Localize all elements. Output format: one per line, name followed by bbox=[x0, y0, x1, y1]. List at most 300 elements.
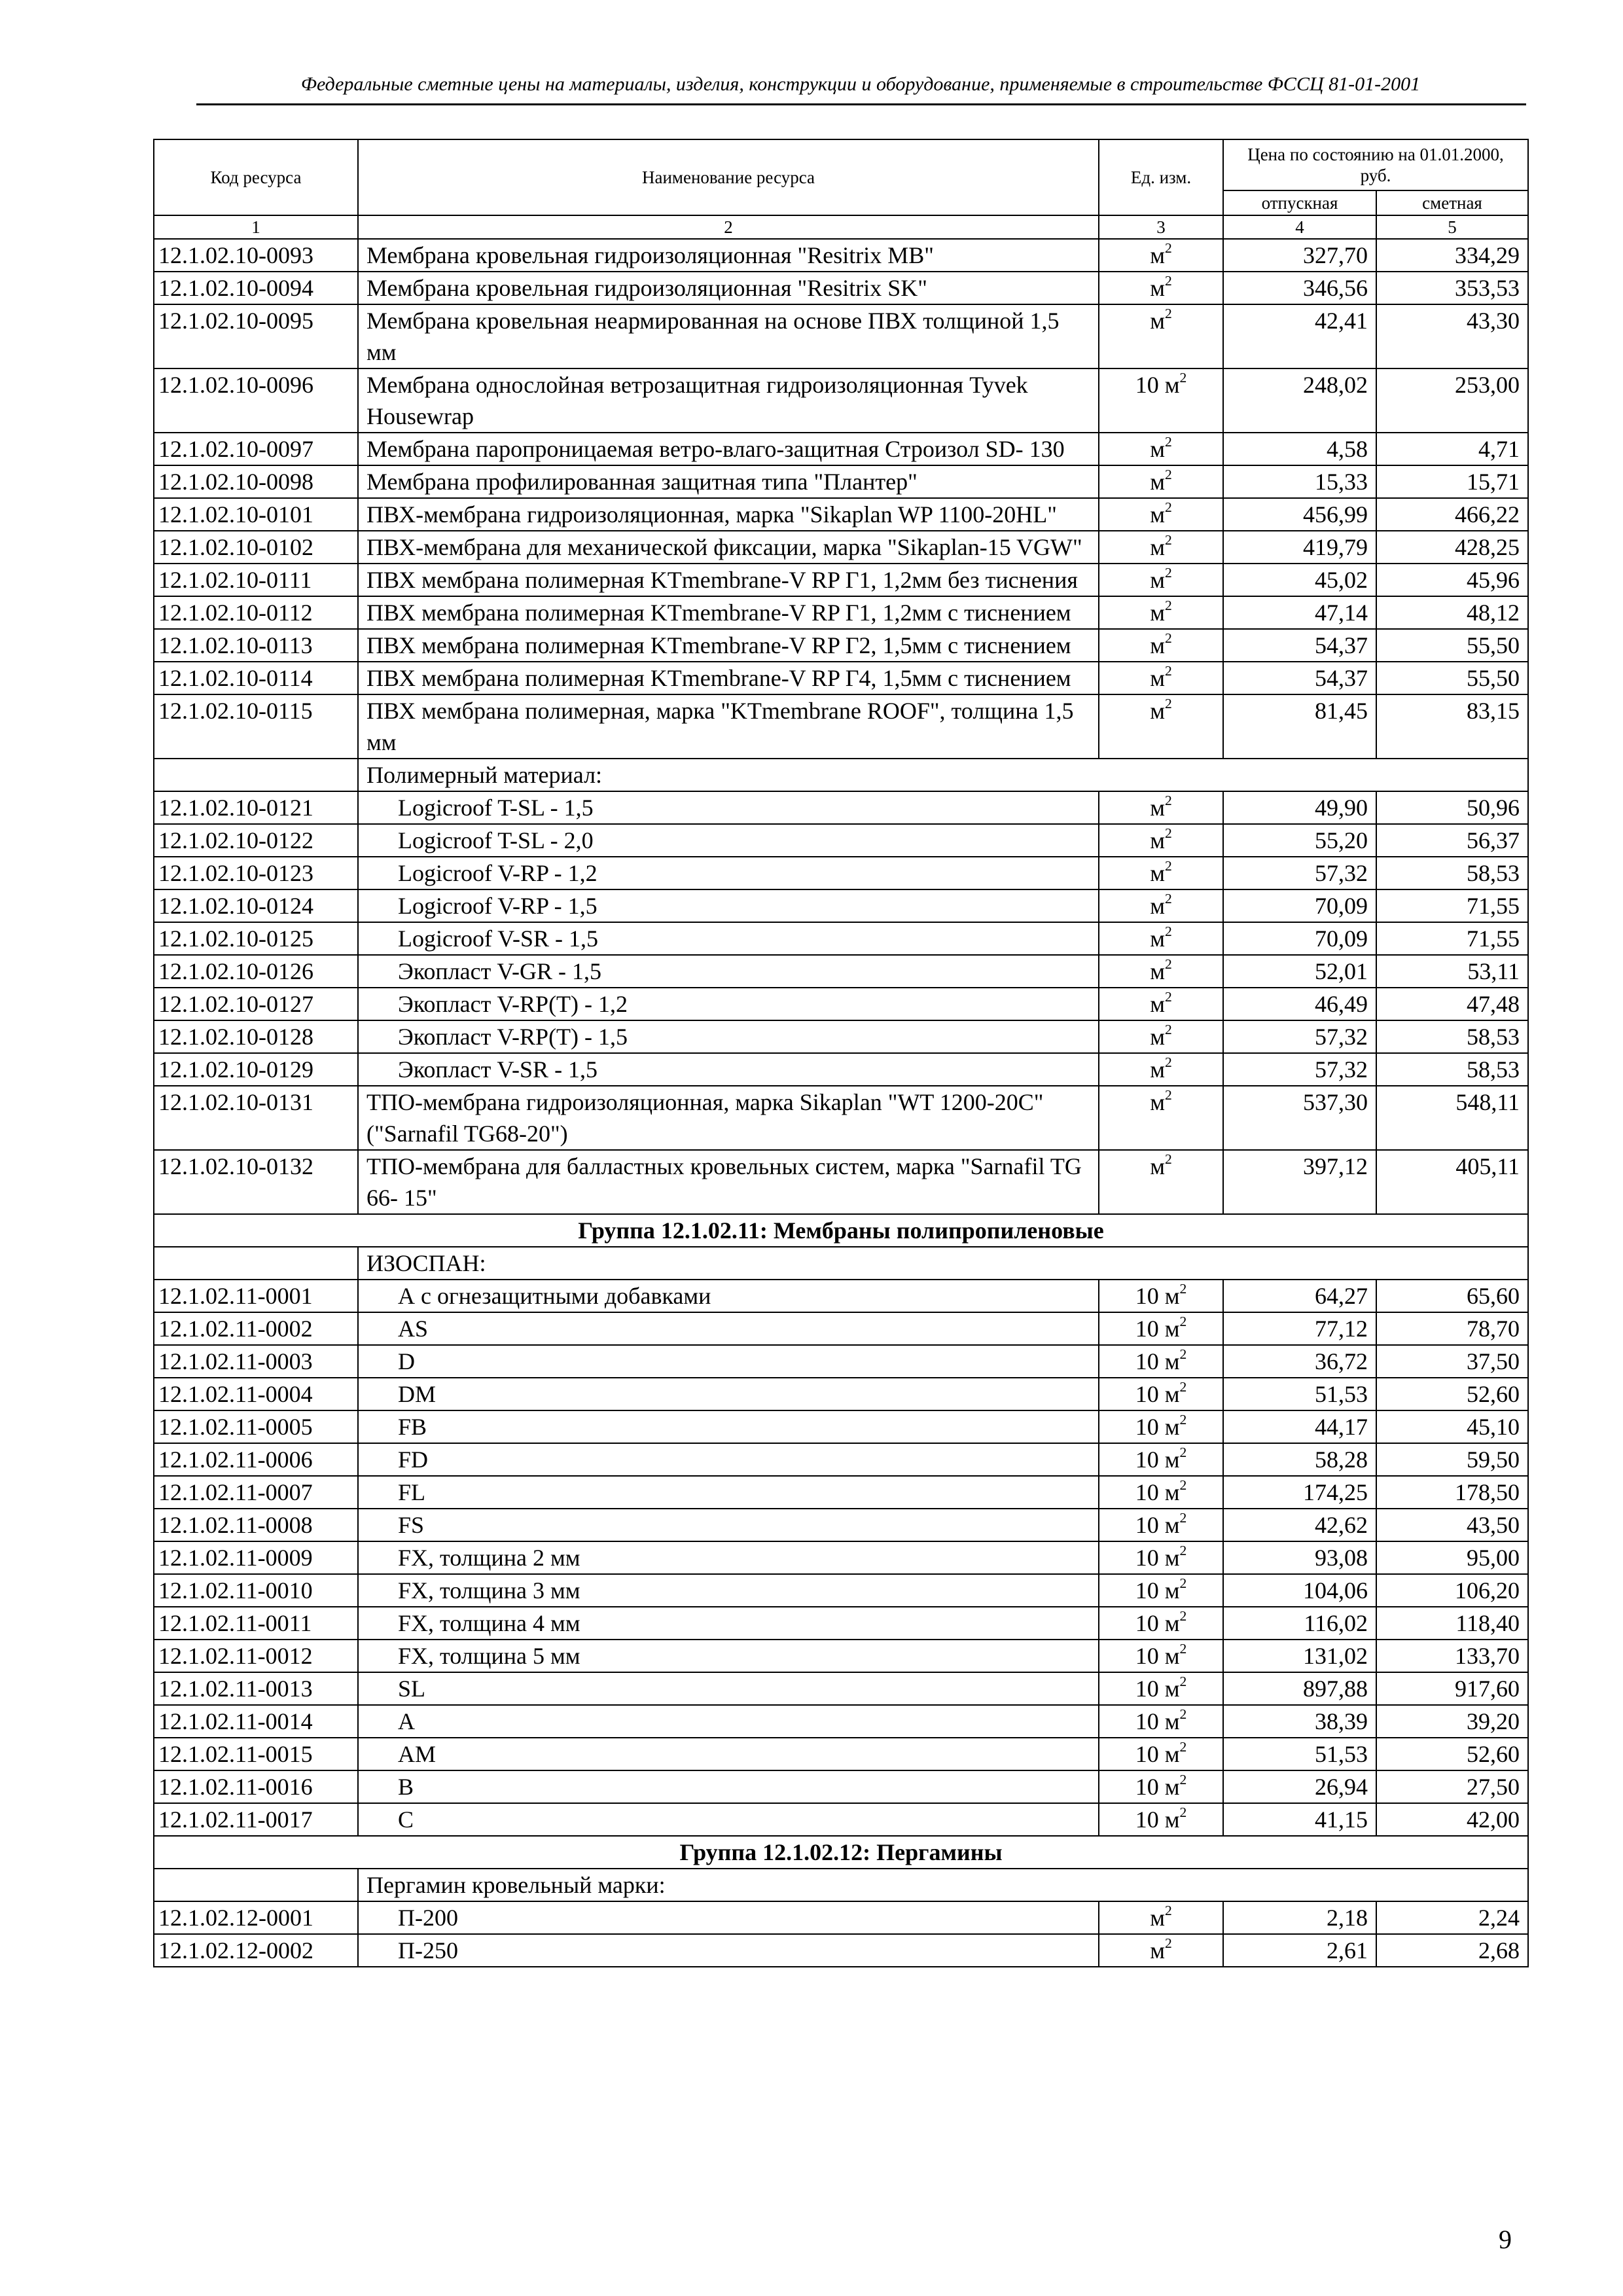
unit-cell bbox=[1099, 1053, 1223, 1086]
unit-text: м bbox=[1150, 795, 1165, 821]
unit-text: м bbox=[1150, 665, 1165, 691]
table-row bbox=[154, 662, 1528, 694]
table-row bbox=[154, 1410, 1528, 1443]
unit-text: м bbox=[1150, 632, 1165, 658]
release-price: 327,70 bbox=[1223, 239, 1376, 272]
unit-text: 10 м bbox=[1135, 1446, 1180, 1473]
col-header-release: отпускная bbox=[1223, 190, 1376, 215]
release-price: 54,37 bbox=[1223, 662, 1376, 694]
table-row bbox=[154, 955, 1528, 988]
resource-code: 12.1.02.10-0126 bbox=[154, 955, 358, 988]
release-price: 58,28 bbox=[1223, 1443, 1376, 1476]
release-price: 54,37 bbox=[1223, 629, 1376, 662]
unit-text: м bbox=[1150, 925, 1165, 952]
resource-code: 12.1.02.11-0016 bbox=[154, 1770, 358, 1803]
estimate-price: 37,50 bbox=[1376, 1345, 1528, 1378]
unit-cell bbox=[1099, 498, 1223, 531]
unit-exponent: 2 bbox=[1164, 597, 1172, 613]
unit-text: м bbox=[1150, 1089, 1165, 1115]
unit-cell bbox=[1099, 1934, 1223, 1967]
subheading-row bbox=[154, 1869, 1528, 1901]
unit-exponent: 2 bbox=[1164, 1935, 1172, 1951]
resource-code: 12.1.02.11-0009 bbox=[154, 1541, 358, 1574]
resource-code: 12.1.02.10-0096 bbox=[154, 368, 358, 433]
unit-cell bbox=[1099, 1803, 1223, 1836]
subheading-row bbox=[154, 759, 1528, 791]
unit-exponent: 2 bbox=[1164, 662, 1172, 679]
unit-text: м bbox=[1150, 600, 1165, 626]
table-row bbox=[154, 988, 1528, 1020]
resource-name: DM bbox=[358, 1378, 1099, 1410]
table-row bbox=[154, 1901, 1528, 1934]
unit-text: 10 м bbox=[1135, 1545, 1180, 1571]
unit-exponent: 2 bbox=[1179, 1477, 1187, 1493]
resource-code: 12.1.02.10-0097 bbox=[154, 433, 358, 465]
release-price: 397,12 bbox=[1223, 1150, 1376, 1214]
release-price: 537,30 bbox=[1223, 1086, 1376, 1150]
release-price: 456,99 bbox=[1223, 498, 1376, 531]
resource-code: 12.1.02.10-0127 bbox=[154, 988, 358, 1020]
unit-text: 10 м bbox=[1135, 1316, 1180, 1342]
estimate-price: 2,68 bbox=[1376, 1934, 1528, 1967]
unit-exponent: 2 bbox=[1179, 1575, 1187, 1591]
release-price: 38,39 bbox=[1223, 1705, 1376, 1738]
unit-cell bbox=[1099, 1607, 1223, 1640]
resource-name: Мембрана кровельная гидроизоляционная "Resitrix MB" bbox=[358, 239, 1099, 272]
table-row bbox=[154, 433, 1528, 465]
table-row bbox=[154, 1640, 1528, 1672]
unit-text: м bbox=[1150, 436, 1165, 462]
table-row bbox=[154, 1443, 1528, 1476]
estimate-price: 106,20 bbox=[1376, 1574, 1528, 1607]
release-price: 70,09 bbox=[1223, 889, 1376, 922]
release-price: 897,88 bbox=[1223, 1672, 1376, 1705]
resource-code: 12.1.02.11-0006 bbox=[154, 1443, 358, 1476]
estimate-price: 27,50 bbox=[1376, 1770, 1528, 1803]
table-row bbox=[154, 791, 1528, 824]
unit-exponent: 2 bbox=[1179, 1313, 1187, 1329]
unit-text: м bbox=[1150, 469, 1165, 495]
unit-text: 10 м bbox=[1135, 1610, 1180, 1636]
unit-text: м bbox=[1150, 275, 1165, 301]
table-row bbox=[154, 1020, 1528, 1053]
unit-cell bbox=[1099, 564, 1223, 596]
resource-name: FD bbox=[358, 1443, 1099, 1476]
unit-text: 10 м bbox=[1135, 1806, 1180, 1833]
unit-exponent: 2 bbox=[1164, 988, 1172, 1005]
estimate-price: 39,20 bbox=[1376, 1705, 1528, 1738]
unit-exponent: 2 bbox=[1179, 1542, 1187, 1558]
resource-name: D bbox=[358, 1345, 1099, 1378]
estimate-price: 71,55 bbox=[1376, 922, 1528, 955]
estimate-price: 58,53 bbox=[1376, 1053, 1528, 1086]
estimate-price: 52,60 bbox=[1376, 1378, 1528, 1410]
resource-code: 12.1.02.11-0013 bbox=[154, 1672, 358, 1705]
estimate-price: 58,53 bbox=[1376, 1020, 1528, 1053]
release-price: 116,02 bbox=[1223, 1607, 1376, 1640]
unit-cell bbox=[1099, 368, 1223, 433]
table-row bbox=[154, 564, 1528, 596]
release-price: 131,02 bbox=[1223, 1640, 1376, 1672]
table-row bbox=[154, 1770, 1528, 1803]
unit-exponent: 2 bbox=[1164, 1902, 1172, 1918]
empty-cell bbox=[154, 1247, 358, 1280]
resource-code: 12.1.02.10-0123 bbox=[154, 857, 358, 889]
estimate-price: 118,40 bbox=[1376, 1607, 1528, 1640]
table-row bbox=[154, 889, 1528, 922]
unit-cell bbox=[1099, 857, 1223, 889]
estimate-price: 52,60 bbox=[1376, 1738, 1528, 1770]
col-header-code: Код ресурса bbox=[154, 139, 358, 215]
table-row bbox=[154, 824, 1528, 857]
resource-code: 12.1.02.10-0128 bbox=[154, 1020, 358, 1053]
resource-code: 12.1.02.12-0002 bbox=[154, 1934, 358, 1967]
unit-text: м bbox=[1150, 698, 1165, 724]
resource-name: В bbox=[358, 1770, 1099, 1803]
resource-name: Logicroof V-SR - 1,5 bbox=[358, 922, 1099, 955]
resource-name: ПВХ мембрана полимерная KTmembrane-V RP Г1, 1,2мм с тиснением bbox=[358, 596, 1099, 629]
unit-exponent: 2 bbox=[1164, 825, 1172, 841]
table-row bbox=[154, 465, 1528, 498]
table-row bbox=[154, 1934, 1528, 1967]
release-price: 346,56 bbox=[1223, 272, 1376, 304]
unit-exponent: 2 bbox=[1179, 1509, 1187, 1526]
table-row bbox=[154, 857, 1528, 889]
resource-name: С bbox=[358, 1803, 1099, 1836]
resource-code: 12.1.02.11-0005 bbox=[154, 1410, 358, 1443]
unit-text: 10 м bbox=[1135, 1643, 1180, 1669]
estimate-price: 55,50 bbox=[1376, 629, 1528, 662]
unit-exponent: 2 bbox=[1164, 890, 1172, 906]
subheading: ИЗОСПАН: bbox=[358, 1247, 1528, 1280]
resource-name: Мембрана кровельная неармированная на основе ПВХ толщиной 1,5 мм bbox=[358, 304, 1099, 368]
release-price: 47,14 bbox=[1223, 596, 1376, 629]
resource-code: 12.1.02.11-0014 bbox=[154, 1705, 358, 1738]
unit-exponent: 2 bbox=[1164, 1021, 1172, 1037]
table-row bbox=[154, 498, 1528, 531]
col-header-name: Наименование ресурса bbox=[358, 139, 1099, 215]
group-heading: Группа 12.1.02.12: Пергамины bbox=[154, 1836, 1528, 1869]
unit-text: м bbox=[1150, 1153, 1165, 1179]
estimate-price: 4,71 bbox=[1376, 433, 1528, 465]
unit-cell bbox=[1099, 272, 1223, 304]
resource-name: SL bbox=[358, 1672, 1099, 1705]
estimate-price: 353,53 bbox=[1376, 272, 1528, 304]
unit-cell bbox=[1099, 1312, 1223, 1345]
column-numbers-row bbox=[154, 215, 1528, 239]
estimate-price: 917,60 bbox=[1376, 1672, 1528, 1705]
resource-code: 12.1.02.10-0122 bbox=[154, 824, 358, 857]
resource-code: 12.1.02.11-0004 bbox=[154, 1378, 358, 1410]
col-header-price: Цена по состоянию на 01.01.2000, руб. bbox=[1223, 139, 1528, 190]
release-price: 41,15 bbox=[1223, 1803, 1376, 1836]
group-heading: Группа 12.1.02.11: Мембраны полипропиленовые bbox=[154, 1214, 1528, 1247]
resource-code: 12.1.02.10-0129 bbox=[154, 1053, 358, 1086]
estimate-price: 466,22 bbox=[1376, 498, 1528, 531]
release-price: 51,53 bbox=[1223, 1378, 1376, 1410]
estimate-price: 47,48 bbox=[1376, 988, 1528, 1020]
resource-code: 12.1.02.11-0001 bbox=[154, 1280, 358, 1312]
unit-cell bbox=[1099, 596, 1223, 629]
resource-name: Logicroof V-RP - 1,5 bbox=[358, 889, 1099, 922]
unit-text: м bbox=[1150, 991, 1165, 1017]
release-price: 36,72 bbox=[1223, 1345, 1376, 1378]
unit-cell bbox=[1099, 694, 1223, 759]
resource-code: 12.1.02.10-0113 bbox=[154, 629, 358, 662]
resource-name: AS bbox=[358, 1312, 1099, 1345]
resource-code: 12.1.02.10-0112 bbox=[154, 596, 358, 629]
release-price: 52,01 bbox=[1223, 955, 1376, 988]
release-price: 70,09 bbox=[1223, 922, 1376, 955]
unit-exponent: 2 bbox=[1164, 1054, 1172, 1070]
subheading: Пергамин кровельный марки: bbox=[358, 1869, 1528, 1901]
release-price: 42,41 bbox=[1223, 304, 1376, 368]
estimate-price: 65,60 bbox=[1376, 1280, 1528, 1312]
unit-cell bbox=[1099, 1443, 1223, 1476]
unit-cell bbox=[1099, 304, 1223, 368]
resource-name: Экопласт V-RP(T) - 1,5 bbox=[358, 1020, 1099, 1053]
resource-name: А с огнезащитными добавками bbox=[358, 1280, 1099, 1312]
unit-text: м bbox=[1150, 567, 1165, 593]
estimate-price: 133,70 bbox=[1376, 1640, 1528, 1672]
resource-code: 12.1.02.11-0017 bbox=[154, 1803, 358, 1836]
unit-exponent: 2 bbox=[1164, 433, 1172, 450]
unit-cell bbox=[1099, 1150, 1223, 1214]
release-price: 57,32 bbox=[1223, 1020, 1376, 1053]
unit-cell bbox=[1099, 1640, 1223, 1672]
unit-text: 10 м bbox=[1135, 1741, 1180, 1767]
estimate-price: 58,53 bbox=[1376, 857, 1528, 889]
unit-text: 10 м bbox=[1135, 1479, 1180, 1505]
unit-exponent: 2 bbox=[1164, 564, 1172, 581]
unit-cell bbox=[1099, 1770, 1223, 1803]
resource-code: 12.1.02.10-0114 bbox=[154, 662, 358, 694]
table-row bbox=[154, 1150, 1528, 1214]
table-row bbox=[154, 531, 1528, 564]
unit-cell bbox=[1099, 922, 1223, 955]
table-row bbox=[154, 1378, 1528, 1410]
estimate-price: 50,96 bbox=[1376, 791, 1528, 824]
estimate-price: 83,15 bbox=[1376, 694, 1528, 759]
estimate-price: 71,55 bbox=[1376, 889, 1528, 922]
estimate-price: 55,50 bbox=[1376, 662, 1528, 694]
unit-cell bbox=[1099, 1705, 1223, 1738]
release-price: 26,94 bbox=[1223, 1770, 1376, 1803]
estimate-price: 253,00 bbox=[1376, 368, 1528, 433]
resource-code: 12.1.02.10-0094 bbox=[154, 272, 358, 304]
resource-name: ПВХ-мембрана для механической фиксации, марка "Sikaplan-15 VGW" bbox=[358, 531, 1099, 564]
release-price: 174,25 bbox=[1223, 1476, 1376, 1509]
release-price: 104,06 bbox=[1223, 1574, 1376, 1607]
unit-text: м bbox=[1150, 501, 1165, 528]
estimate-price: 45,96 bbox=[1376, 564, 1528, 596]
estimate-price: 428,25 bbox=[1376, 531, 1528, 564]
estimate-price: 178,50 bbox=[1376, 1476, 1528, 1509]
resource-name: АМ bbox=[358, 1738, 1099, 1770]
unit-exponent: 2 bbox=[1179, 1738, 1187, 1755]
estimate-price: 48,12 bbox=[1376, 596, 1528, 629]
column-number: 4 bbox=[1223, 215, 1376, 239]
empty-cell bbox=[154, 1869, 358, 1901]
resource-code: 12.1.02.10-0125 bbox=[154, 922, 358, 955]
empty-cell bbox=[154, 759, 358, 791]
resource-code: 12.1.02.10-0131 bbox=[154, 1086, 358, 1150]
unit-cell bbox=[1099, 1345, 1223, 1378]
resource-name: FB bbox=[358, 1410, 1099, 1443]
unit-text: м bbox=[1150, 1905, 1165, 1931]
group-heading-row bbox=[154, 1836, 1528, 1869]
unit-exponent: 2 bbox=[1179, 1346, 1187, 1362]
unit-exponent: 2 bbox=[1179, 1771, 1187, 1787]
estimate-price: 53,11 bbox=[1376, 955, 1528, 988]
resource-name: Logicroof V-RP - 1,2 bbox=[358, 857, 1099, 889]
resource-name: Мембрана кровельная гидроизоляционная "Resitrix SK" bbox=[358, 272, 1099, 304]
estimate-price: 43,50 bbox=[1376, 1509, 1528, 1541]
release-price: 2,18 bbox=[1223, 1901, 1376, 1934]
unit-text: 10 м bbox=[1135, 1676, 1180, 1702]
resource-code: 12.1.02.11-0012 bbox=[154, 1640, 358, 1672]
estimate-price: 548,11 bbox=[1376, 1086, 1528, 1150]
resource-name: ПВХ-мембрана гидроизоляционная, марка "Sikaplan WP 1100-20HL" bbox=[358, 498, 1099, 531]
unit-exponent: 2 bbox=[1164, 240, 1172, 256]
table-row bbox=[154, 1803, 1528, 1836]
table-row bbox=[154, 1738, 1528, 1770]
unit-exponent: 2 bbox=[1164, 531, 1172, 548]
header-row bbox=[154, 139, 1528, 190]
unit-cell bbox=[1099, 239, 1223, 272]
unit-exponent: 2 bbox=[1164, 272, 1172, 289]
unit-text: 10 м bbox=[1135, 1774, 1180, 1800]
resource-code: 12.1.02.11-0003 bbox=[154, 1345, 358, 1378]
unit-text: м bbox=[1150, 958, 1165, 984]
table-row bbox=[154, 1672, 1528, 1705]
resource-code: 12.1.02.10-0098 bbox=[154, 465, 358, 498]
column-number: 2 bbox=[358, 215, 1099, 239]
unit-cell bbox=[1099, 531, 1223, 564]
unit-exponent: 2 bbox=[1179, 369, 1187, 386]
resource-name: ПВХ мембрана полимерная, марка "KTmembrane ROOF", толщина 1,5 мм bbox=[358, 694, 1099, 759]
resource-code: 12.1.02.10-0132 bbox=[154, 1150, 358, 1214]
unit-cell bbox=[1099, 1410, 1223, 1443]
release-price: 4,58 bbox=[1223, 433, 1376, 465]
release-price: 45,02 bbox=[1223, 564, 1376, 596]
unit-text: м bbox=[1150, 1056, 1165, 1083]
resource-code: 12.1.02.10-0124 bbox=[154, 889, 358, 922]
resource-code: 12.1.02.10-0111 bbox=[154, 564, 358, 596]
unit-exponent: 2 bbox=[1164, 1086, 1172, 1103]
resource-name: Мембрана паропроницаемая ветро-влаго-защитная Строизол SD- 130 bbox=[358, 433, 1099, 465]
release-price: 49,90 bbox=[1223, 791, 1376, 824]
subheading-row bbox=[154, 1247, 1528, 1280]
table-row bbox=[154, 1345, 1528, 1378]
unit-cell bbox=[1099, 1280, 1223, 1312]
resource-code: 12.1.02.11-0008 bbox=[154, 1509, 358, 1541]
resource-code: 12.1.02.10-0095 bbox=[154, 304, 358, 368]
resource-name: Logicroof T-SL - 1,5 bbox=[358, 791, 1099, 824]
resource-name: Мембрана профилированная защитная типа "Плантер" bbox=[358, 465, 1099, 498]
table-row bbox=[154, 1607, 1528, 1640]
unit-exponent: 2 bbox=[1164, 499, 1172, 515]
unit-exponent: 2 bbox=[1179, 1804, 1187, 1820]
unit-exponent: 2 bbox=[1179, 1607, 1187, 1624]
release-price: 57,32 bbox=[1223, 857, 1376, 889]
table-row bbox=[154, 629, 1528, 662]
table-row bbox=[154, 1509, 1528, 1541]
resource-name: Экопласт V-GR - 1,5 bbox=[358, 955, 1099, 988]
table-row bbox=[154, 368, 1528, 433]
header-rule bbox=[196, 103, 1526, 105]
unit-exponent: 2 bbox=[1179, 1280, 1187, 1297]
unit-exponent: 2 bbox=[1164, 695, 1172, 711]
unit-cell bbox=[1099, 791, 1223, 824]
unit-text: 10 м bbox=[1135, 1577, 1180, 1604]
release-price: 55,20 bbox=[1223, 824, 1376, 857]
unit-cell bbox=[1099, 824, 1223, 857]
resource-name: П-250 bbox=[358, 1934, 1099, 1967]
unit-cell bbox=[1099, 1378, 1223, 1410]
table-row bbox=[154, 1053, 1528, 1086]
unit-cell bbox=[1099, 1086, 1223, 1150]
unit-exponent: 2 bbox=[1179, 1640, 1187, 1657]
unit-cell bbox=[1099, 662, 1223, 694]
resource-code: 12.1.02.11-0011 bbox=[154, 1607, 358, 1640]
release-price: 2,61 bbox=[1223, 1934, 1376, 1967]
subheading: Полимерный материал: bbox=[358, 759, 1528, 791]
unit-exponent: 2 bbox=[1164, 792, 1172, 808]
estimate-price: 56,37 bbox=[1376, 824, 1528, 857]
unit-cell bbox=[1099, 1541, 1223, 1574]
unit-cell bbox=[1099, 1672, 1223, 1705]
price-table-body bbox=[154, 139, 1528, 1967]
column-number: 3 bbox=[1099, 215, 1223, 239]
resource-name: А bbox=[358, 1705, 1099, 1738]
table-row bbox=[154, 1705, 1528, 1738]
release-price: 42,62 bbox=[1223, 1509, 1376, 1541]
resource-name: FX, толщина 5 мм bbox=[358, 1640, 1099, 1672]
page-number: 9 bbox=[1499, 2225, 1512, 2254]
column-number: 5 bbox=[1376, 215, 1528, 239]
resource-name: ТПО-мембрана гидроизоляционная, марка Sikaplan "WT 1200-20C" ("Sarnafil TG68-20") bbox=[358, 1086, 1099, 1150]
running-header: Федеральные сметные цены на материалы, изделия, конструкции и оборудование, применяемые в строительстве ФССЦ 81-01-2001 bbox=[300, 73, 1421, 95]
unit-text: 10 м bbox=[1135, 1381, 1180, 1407]
unit-cell bbox=[1099, 629, 1223, 662]
resource-code: 12.1.02.10-0101 bbox=[154, 498, 358, 531]
release-price: 44,17 bbox=[1223, 1410, 1376, 1443]
resource-name: Экопласт V-SR - 1,5 bbox=[358, 1053, 1099, 1086]
release-price: 64,27 bbox=[1223, 1280, 1376, 1312]
release-price: 57,32 bbox=[1223, 1053, 1376, 1086]
unit-text: м bbox=[1150, 1024, 1165, 1050]
resource-name: FS bbox=[358, 1509, 1099, 1541]
release-price: 419,79 bbox=[1223, 531, 1376, 564]
table-row bbox=[154, 304, 1528, 368]
resource-code: 12.1.02.10-0121 bbox=[154, 791, 358, 824]
release-price: 46,49 bbox=[1223, 988, 1376, 1020]
resource-name: FX, толщина 2 мм bbox=[358, 1541, 1099, 1574]
resource-code: 12.1.02.10-0115 bbox=[154, 694, 358, 759]
column-number: 1 bbox=[154, 215, 358, 239]
unit-exponent: 2 bbox=[1164, 923, 1172, 939]
unit-text: м bbox=[1150, 893, 1165, 919]
resource-code: 12.1.02.11-0010 bbox=[154, 1574, 358, 1607]
estimate-price: 95,00 bbox=[1376, 1541, 1528, 1574]
resource-name: Экопласт V-RP(T) - 1,2 bbox=[358, 988, 1099, 1020]
table-row bbox=[154, 1541, 1528, 1574]
unit-text: 10 м bbox=[1135, 1348, 1180, 1374]
resource-name: П-200 bbox=[358, 1901, 1099, 1934]
unit-exponent: 2 bbox=[1164, 956, 1172, 972]
unit-cell bbox=[1099, 433, 1223, 465]
